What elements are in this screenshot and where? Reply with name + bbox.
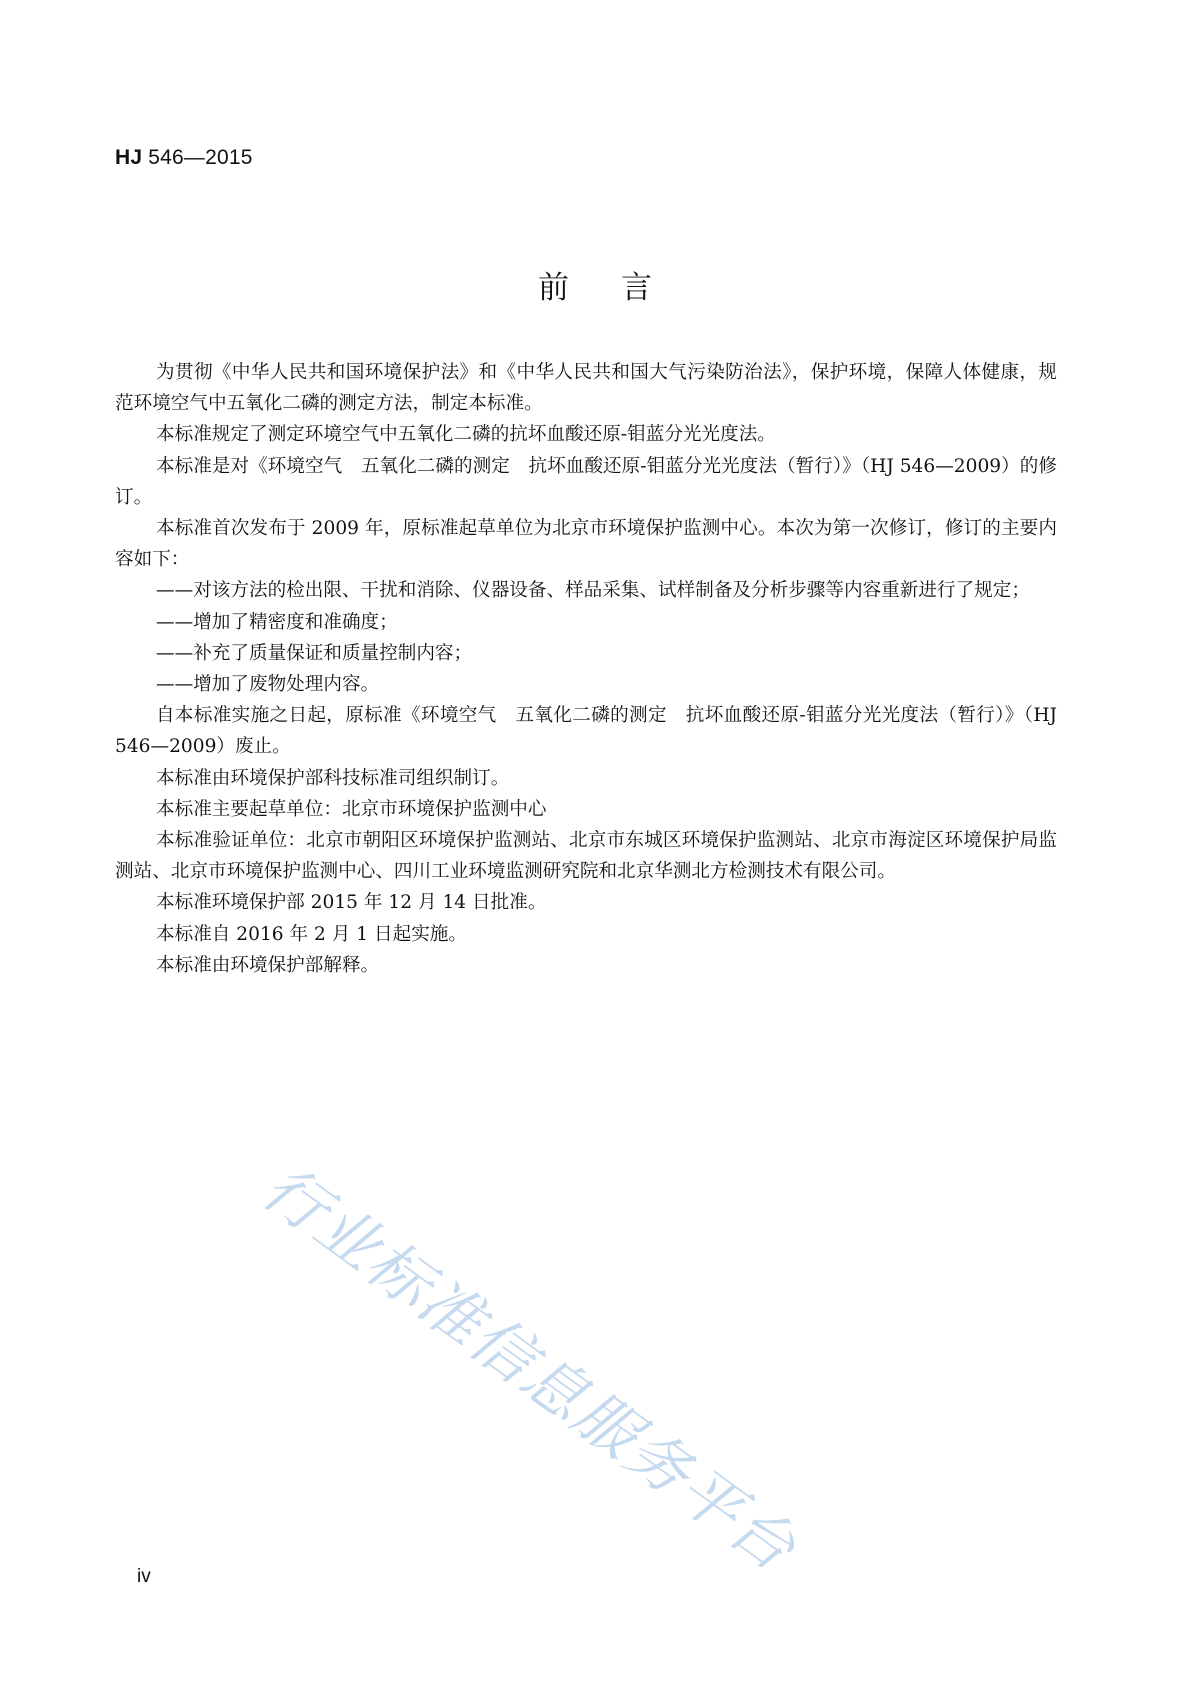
list-item: ——补充了质量保证和质量控制内容； bbox=[156, 642, 473, 664]
paragraph: 为贯彻《中华人民共和国环境保护法》和《中华人民共和国大气污染防治法》，保护环境，保障人体健康，规范环境空气中五氧化二磷的测定方法，制定本标准。 bbox=[115, 362, 1057, 415]
foreword-body bbox=[115, 357, 1057, 981]
paragraph: 本标准由环境保护部解释。 bbox=[156, 954, 380, 976]
paragraph: 本标准由环境保护部科技标准司组织制订。 bbox=[156, 767, 510, 789]
paragraph: 本标准验证单位：北京市朝阳区环境保护监测站、北京市东城区环境保护监测站、北京市海淀区环境保护局监测站、北京市环境保护监测中心、四川工业环境监测研究院和北京华测北方检测技术有限公司。 bbox=[115, 830, 1057, 883]
list-item: ——增加了废物处理内容。 bbox=[156, 674, 380, 696]
paragraph: 本标准自 2016 年 2 月 1 日起实施。 bbox=[156, 923, 467, 945]
paragraph: 本标准是对《环境空气 五氧化二磷的测定 抗坏血酸还原-钼蓝分光光度法（暂行）》（HJ 546—2009）的修订。 bbox=[115, 455, 1057, 508]
paragraph: 本标准规定了测定环境空气中五氧化二磷的抗坏血酸还原-钼蓝分光光度法。 bbox=[156, 424, 776, 446]
watermark: 行业标准信息服务平台 bbox=[249, 1150, 811, 1586]
list-item: ——对该方法的检出限、干扰和消除、仪器设备、样品采集、试样制备及分析步骤等内容重新进行了规定； bbox=[156, 580, 1030, 602]
paragraph: 自本标准实施之日起，原标准《环境空气 五氧化二磷的测定 抗坏血酸还原-钼蓝分光光度法（暂行）》（HJ 546—2009）废止。 bbox=[115, 705, 1057, 758]
page-title: 前言 bbox=[538, 270, 704, 306]
standard-code bbox=[115, 146, 253, 170]
list-item: ——增加了精密度和准确度； bbox=[156, 611, 398, 633]
paragraph: 本标准首次发布于 2009 年，原标准起草单位为北京市环境保护监测中心。本次为第一次修订，修订的主要内容如下： bbox=[115, 518, 1057, 571]
standard-code-prefix: HJ bbox=[115, 146, 143, 169]
paragraph: 本标准主要起草单位：北京市环境保护监测中心 bbox=[156, 798, 547, 820]
standard-code-number: 546—2015 bbox=[148, 146, 253, 169]
page-number: iv bbox=[137, 1566, 151, 1587]
paragraph: 本标准环境保护部 2015 年 12 月 14 日批准。 bbox=[156, 892, 547, 914]
